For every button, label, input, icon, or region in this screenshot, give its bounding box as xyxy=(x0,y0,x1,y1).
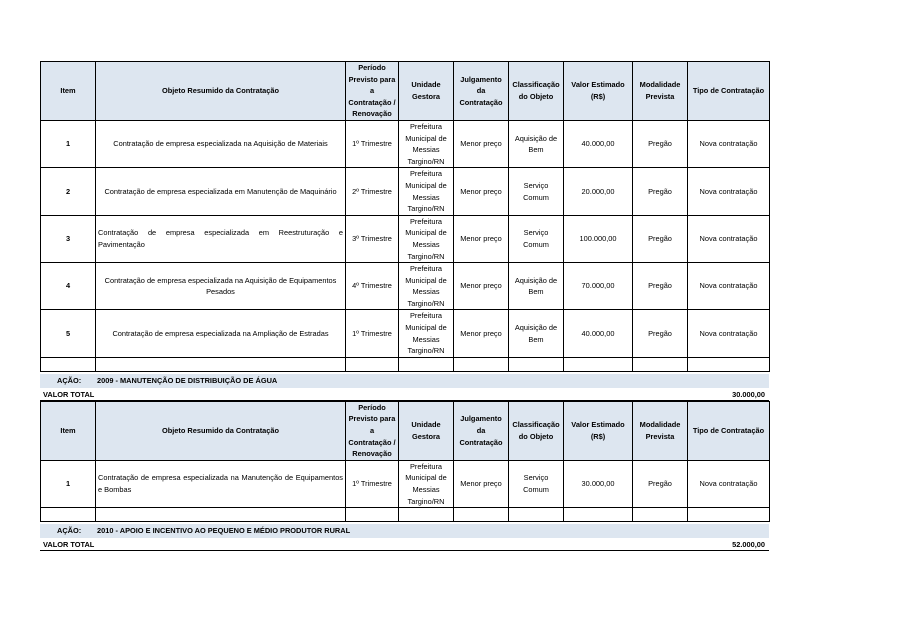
cell-item: 2 xyxy=(41,168,96,215)
header-objeto: Objeto Resumido da Contratação xyxy=(96,62,346,121)
contracts-table-1 xyxy=(40,61,770,372)
cell-modalidade: Pregão xyxy=(633,215,688,262)
cell-valor: 40.000,00 xyxy=(564,120,633,167)
cell-unidade: Prefeitura Municipal de Messias Targino/RN xyxy=(399,310,454,357)
cell-valor: 30.000,00 xyxy=(564,460,633,507)
cell-valor: 40.000,00 xyxy=(564,310,633,357)
cell-modalidade: Pregão xyxy=(633,460,688,507)
procurement-plan-sheet xyxy=(40,61,769,551)
cell-unidade: Prefeitura Municipal de Messias Targino/RN xyxy=(399,215,454,262)
cell-objeto: Contratação de empresa especializada na Aquisição de Materiais xyxy=(96,120,346,167)
cell-item: 5 xyxy=(41,310,96,357)
cell-unidade: Prefeitura Municipal de Messias Targino/RN xyxy=(399,120,454,167)
cell-julgamento: Menor preço xyxy=(454,168,509,215)
acao-bar-2 xyxy=(40,524,769,538)
table-header-row xyxy=(41,401,770,460)
cell-objeto: Contratação de empresa especializada em Manutenção de Maquinário xyxy=(96,168,346,215)
cell-item: 1 xyxy=(41,120,96,167)
acao-label: AÇÃO: xyxy=(57,375,82,385)
valor-total-value: 52.000,00 xyxy=(732,540,765,550)
header-item: Item xyxy=(41,401,96,460)
cell-classificacao: Serviço Comum xyxy=(509,215,564,262)
cell-periodo: 4º Trimestre xyxy=(346,263,399,310)
header-unidade: Unidade Gestora xyxy=(399,401,454,460)
header-valor: Valor Estimado (R$) xyxy=(564,401,633,460)
cell-tipo: Nova contratação xyxy=(688,215,770,262)
cell-julgamento: Menor preço xyxy=(454,310,509,357)
header-modalidade: Modalidade Prevista xyxy=(633,62,688,121)
table-row xyxy=(41,215,770,262)
cell-tipo: Nova contratação xyxy=(688,263,770,310)
acao-label: AÇÃO: xyxy=(57,526,82,536)
header-item: Item xyxy=(41,62,96,121)
valor-total-label: VALOR TOTAL xyxy=(43,540,95,550)
table-row xyxy=(41,460,770,507)
header-valor: Valor Estimado (R$) xyxy=(564,62,633,121)
acao-bar-1 xyxy=(40,374,769,388)
cell-julgamento: Menor preço xyxy=(454,215,509,262)
cell-classificacao: Aquisição de Bem xyxy=(509,120,564,167)
cell-objeto: Contratação de empresa especializada na Manutenção de Equipamentos e Bombas xyxy=(96,460,346,507)
cell-periodo: 1º Trimestre xyxy=(346,310,399,357)
cell-modalidade: Pregão xyxy=(633,168,688,215)
header-periodo: Período Previsto para a Contratação / Renovação xyxy=(346,401,399,460)
cell-valor: 70.000,00 xyxy=(564,263,633,310)
cell-modalidade: Pregão xyxy=(633,310,688,357)
cell-periodo: 1º Trimestre xyxy=(346,120,399,167)
cell-modalidade: Pregão xyxy=(633,263,688,310)
table-row xyxy=(41,263,770,310)
header-classificacao: Classificação do Objeto xyxy=(509,401,564,460)
header-julgamento: Julgamento da Contratação xyxy=(454,62,509,121)
cell-item: 4 xyxy=(41,263,96,310)
cell-periodo: 3º Trimestre xyxy=(346,215,399,262)
valor-total-label: VALOR TOTAL xyxy=(43,389,95,399)
cell-modalidade: Pregão xyxy=(633,120,688,167)
cell-item: 3 xyxy=(41,215,96,262)
cell-classificacao: Serviço Comum xyxy=(509,168,564,215)
table-row xyxy=(41,310,770,357)
header-classificacao: Classificação do Objeto xyxy=(509,62,564,121)
cell-objeto: Contratação de empresa especializada na Aquisição de Equipamentos Pesados xyxy=(96,263,346,310)
cell-tipo: Nova contratação xyxy=(688,310,770,357)
cell-classificacao: Serviço Comum xyxy=(509,460,564,507)
cell-valor: 20.000,00 xyxy=(564,168,633,215)
header-julgamento: Julgamento da Contratação xyxy=(454,401,509,460)
cell-valor: 100.000,00 xyxy=(564,215,633,262)
header-tipo: Tipo de Contratação xyxy=(688,62,770,121)
cell-objeto: Contratação de empresa especializada em Reestruturação e Pavimentação xyxy=(96,215,346,262)
cell-tipo: Nova contratação xyxy=(688,120,770,167)
cell-unidade: Prefeitura Municipal de Messias Targino/RN xyxy=(399,263,454,310)
empty-row xyxy=(41,508,770,522)
header-unidade: Unidade Gestora xyxy=(399,62,454,121)
cell-objeto: Contratação de empresa especializada na Ampliação de Estradas xyxy=(96,310,346,357)
cell-periodo: 2º Trimestre xyxy=(346,168,399,215)
table-header-row xyxy=(41,62,770,121)
valor-total-bar-1 xyxy=(40,388,769,401)
header-modalidade: Modalidade Prevista xyxy=(633,401,688,460)
cell-classificacao: Aquisição de Bem xyxy=(509,263,564,310)
cell-periodo: 1º Trimestre xyxy=(346,460,399,507)
cell-tipo: Nova contratação xyxy=(688,460,770,507)
acao-text: 2009 - MANUTENÇÃO DE DISTRIBUIÇÃO DE ÁGUA xyxy=(97,375,278,385)
acao-text: 2010 - APOIO E INCENTIVO AO PEQUENO E MÉDIO PRODUTOR RURAL xyxy=(97,526,351,536)
cell-julgamento: Menor preço xyxy=(454,460,509,507)
cell-julgamento: Menor preço xyxy=(454,120,509,167)
header-periodo: Período Previsto para a Contratação / Renovação xyxy=(346,62,399,121)
table-row xyxy=(41,168,770,215)
cell-julgamento: Menor preço xyxy=(454,263,509,310)
header-tipo: Tipo de Contratação xyxy=(688,401,770,460)
cell-tipo: Nova contratação xyxy=(688,168,770,215)
contracts-table-2 xyxy=(40,401,770,522)
cell-unidade: Prefeitura Municipal de Messias Targino/RN xyxy=(399,460,454,507)
cell-unidade: Prefeitura Municipal de Messias Targino/RN xyxy=(399,168,454,215)
empty-row xyxy=(41,357,770,371)
table-row xyxy=(41,120,770,167)
valor-total-bar-2 xyxy=(40,538,769,551)
valor-total-value: 30.000,00 xyxy=(732,389,765,399)
cell-item: 1 xyxy=(41,460,96,507)
cell-classificacao: Aquisição de Bem xyxy=(509,310,564,357)
header-objeto: Objeto Resumido da Contratação xyxy=(96,401,346,460)
